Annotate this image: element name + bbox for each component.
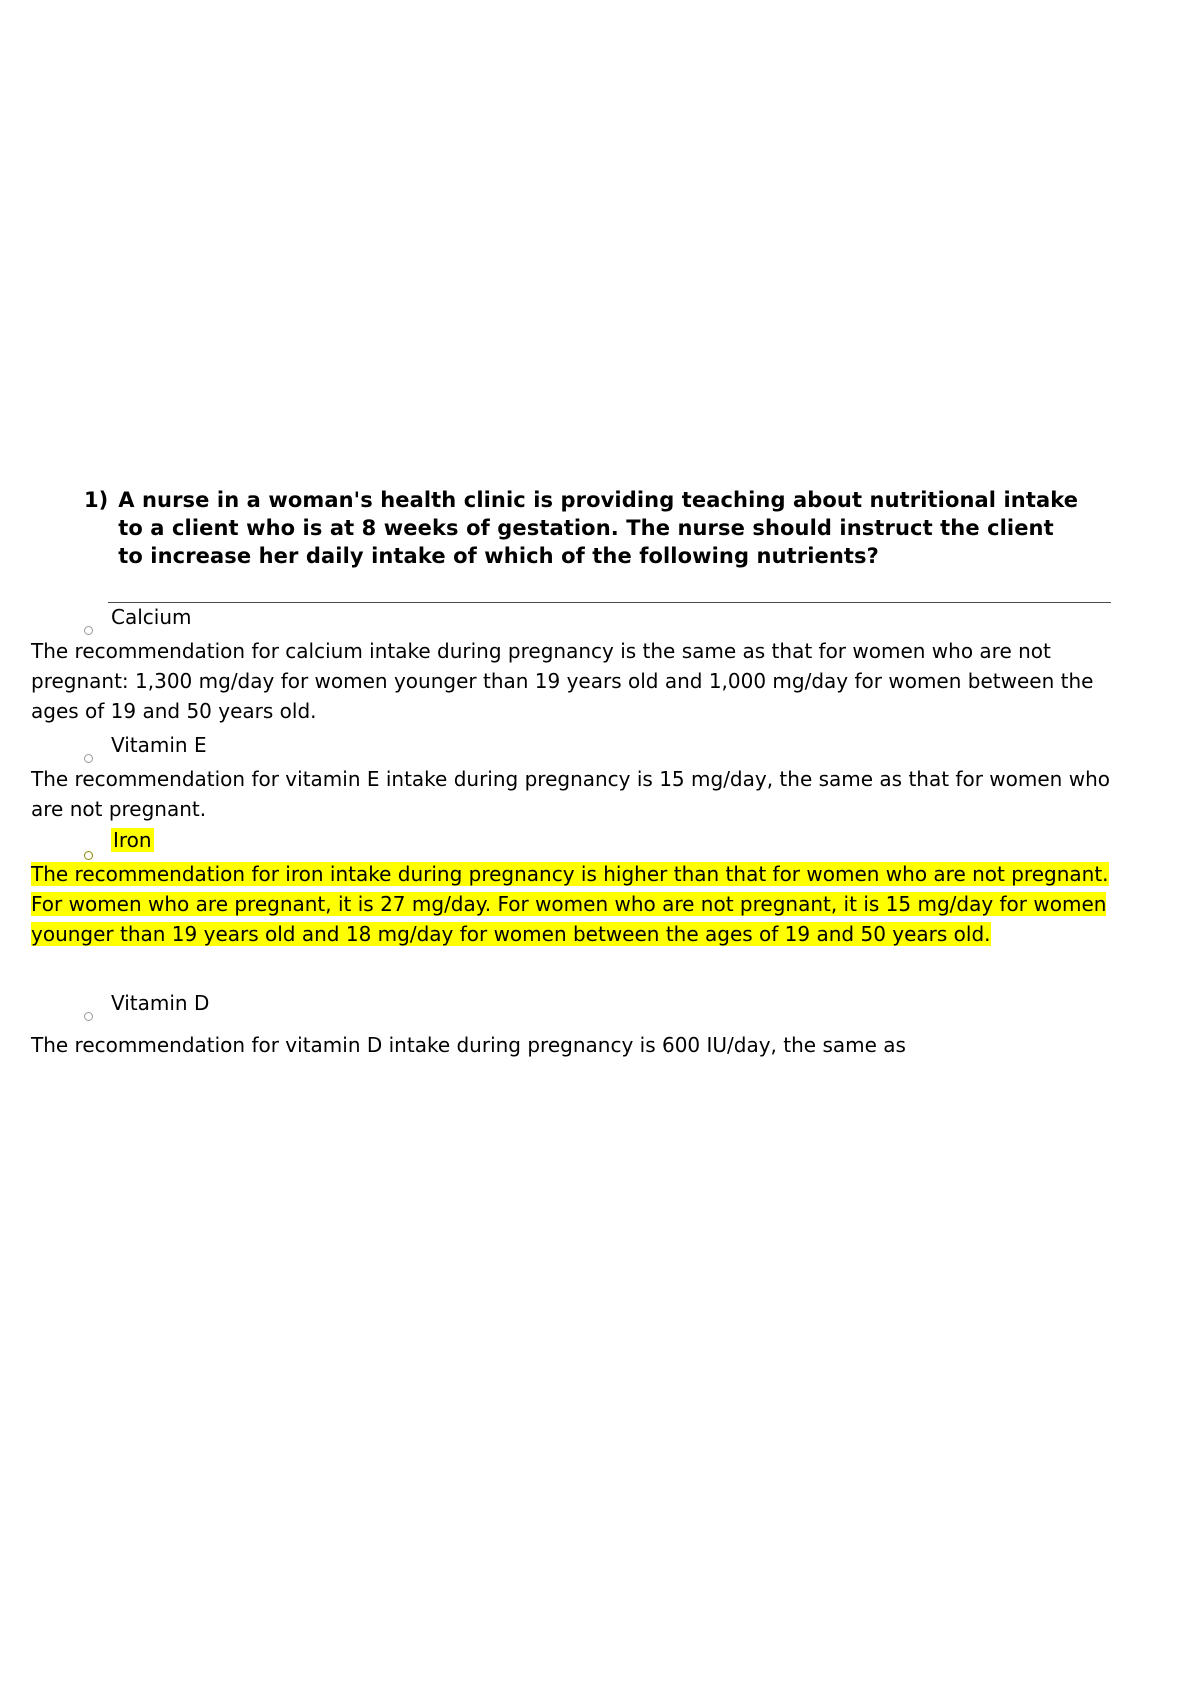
- question-divider: [108, 602, 1111, 603]
- option-label: Calcium: [111, 605, 192, 629]
- option-label: [111, 827, 154, 853]
- option-rationale: [31, 859, 1146, 949]
- question-number: 1): [84, 488, 109, 512]
- radio-button-icon[interactable]: [84, 1012, 93, 1021]
- radio-button-icon[interactable]: [84, 626, 93, 635]
- option-label: Vitamin D: [111, 991, 210, 1015]
- option-label-highlight: Iron: [113, 828, 152, 852]
- option-rationale: The recommendation for vitamin E intake during pregnancy is 15 mg/day, the same as that for women who are not pregnant.: [31, 767, 1110, 821]
- option-rationale: The recommendation for vitamin D intake during pregnancy is 600 IU/day, the same as: [31, 1033, 906, 1057]
- question-text: A nurse in a woman's health clinic is providing teaching about nutritional intake to a client who is at 8 weeks of gestation. The nurse should instruct the client to increase her daily intake of which of the following nutrients?: [118, 488, 1079, 568]
- option-rationale-highlight: The recommendation for iron intake during pregnancy is higher than that for women who are not pregnant. For women who are pregnant, it is 27 mg/day. For women who are not pregnant, it is 15 mg/day for women younger than 19 years old and 18 mg/day for women between the ages of 19 and 50 years old.: [31, 862, 1109, 946]
- option-rationale: The recommendation for calcium intake during pregnancy is the same as that for women who are not pregnant: 1,300 mg/day for women younger than 19 years old and 1,000 mg/day for women between the ages of 19 and 50 years old.: [31, 639, 1094, 723]
- option-label: Vitamin E: [111, 733, 207, 757]
- question-block: [84, 486, 1084, 570]
- radio-button-icon[interactable]: [84, 754, 93, 763]
